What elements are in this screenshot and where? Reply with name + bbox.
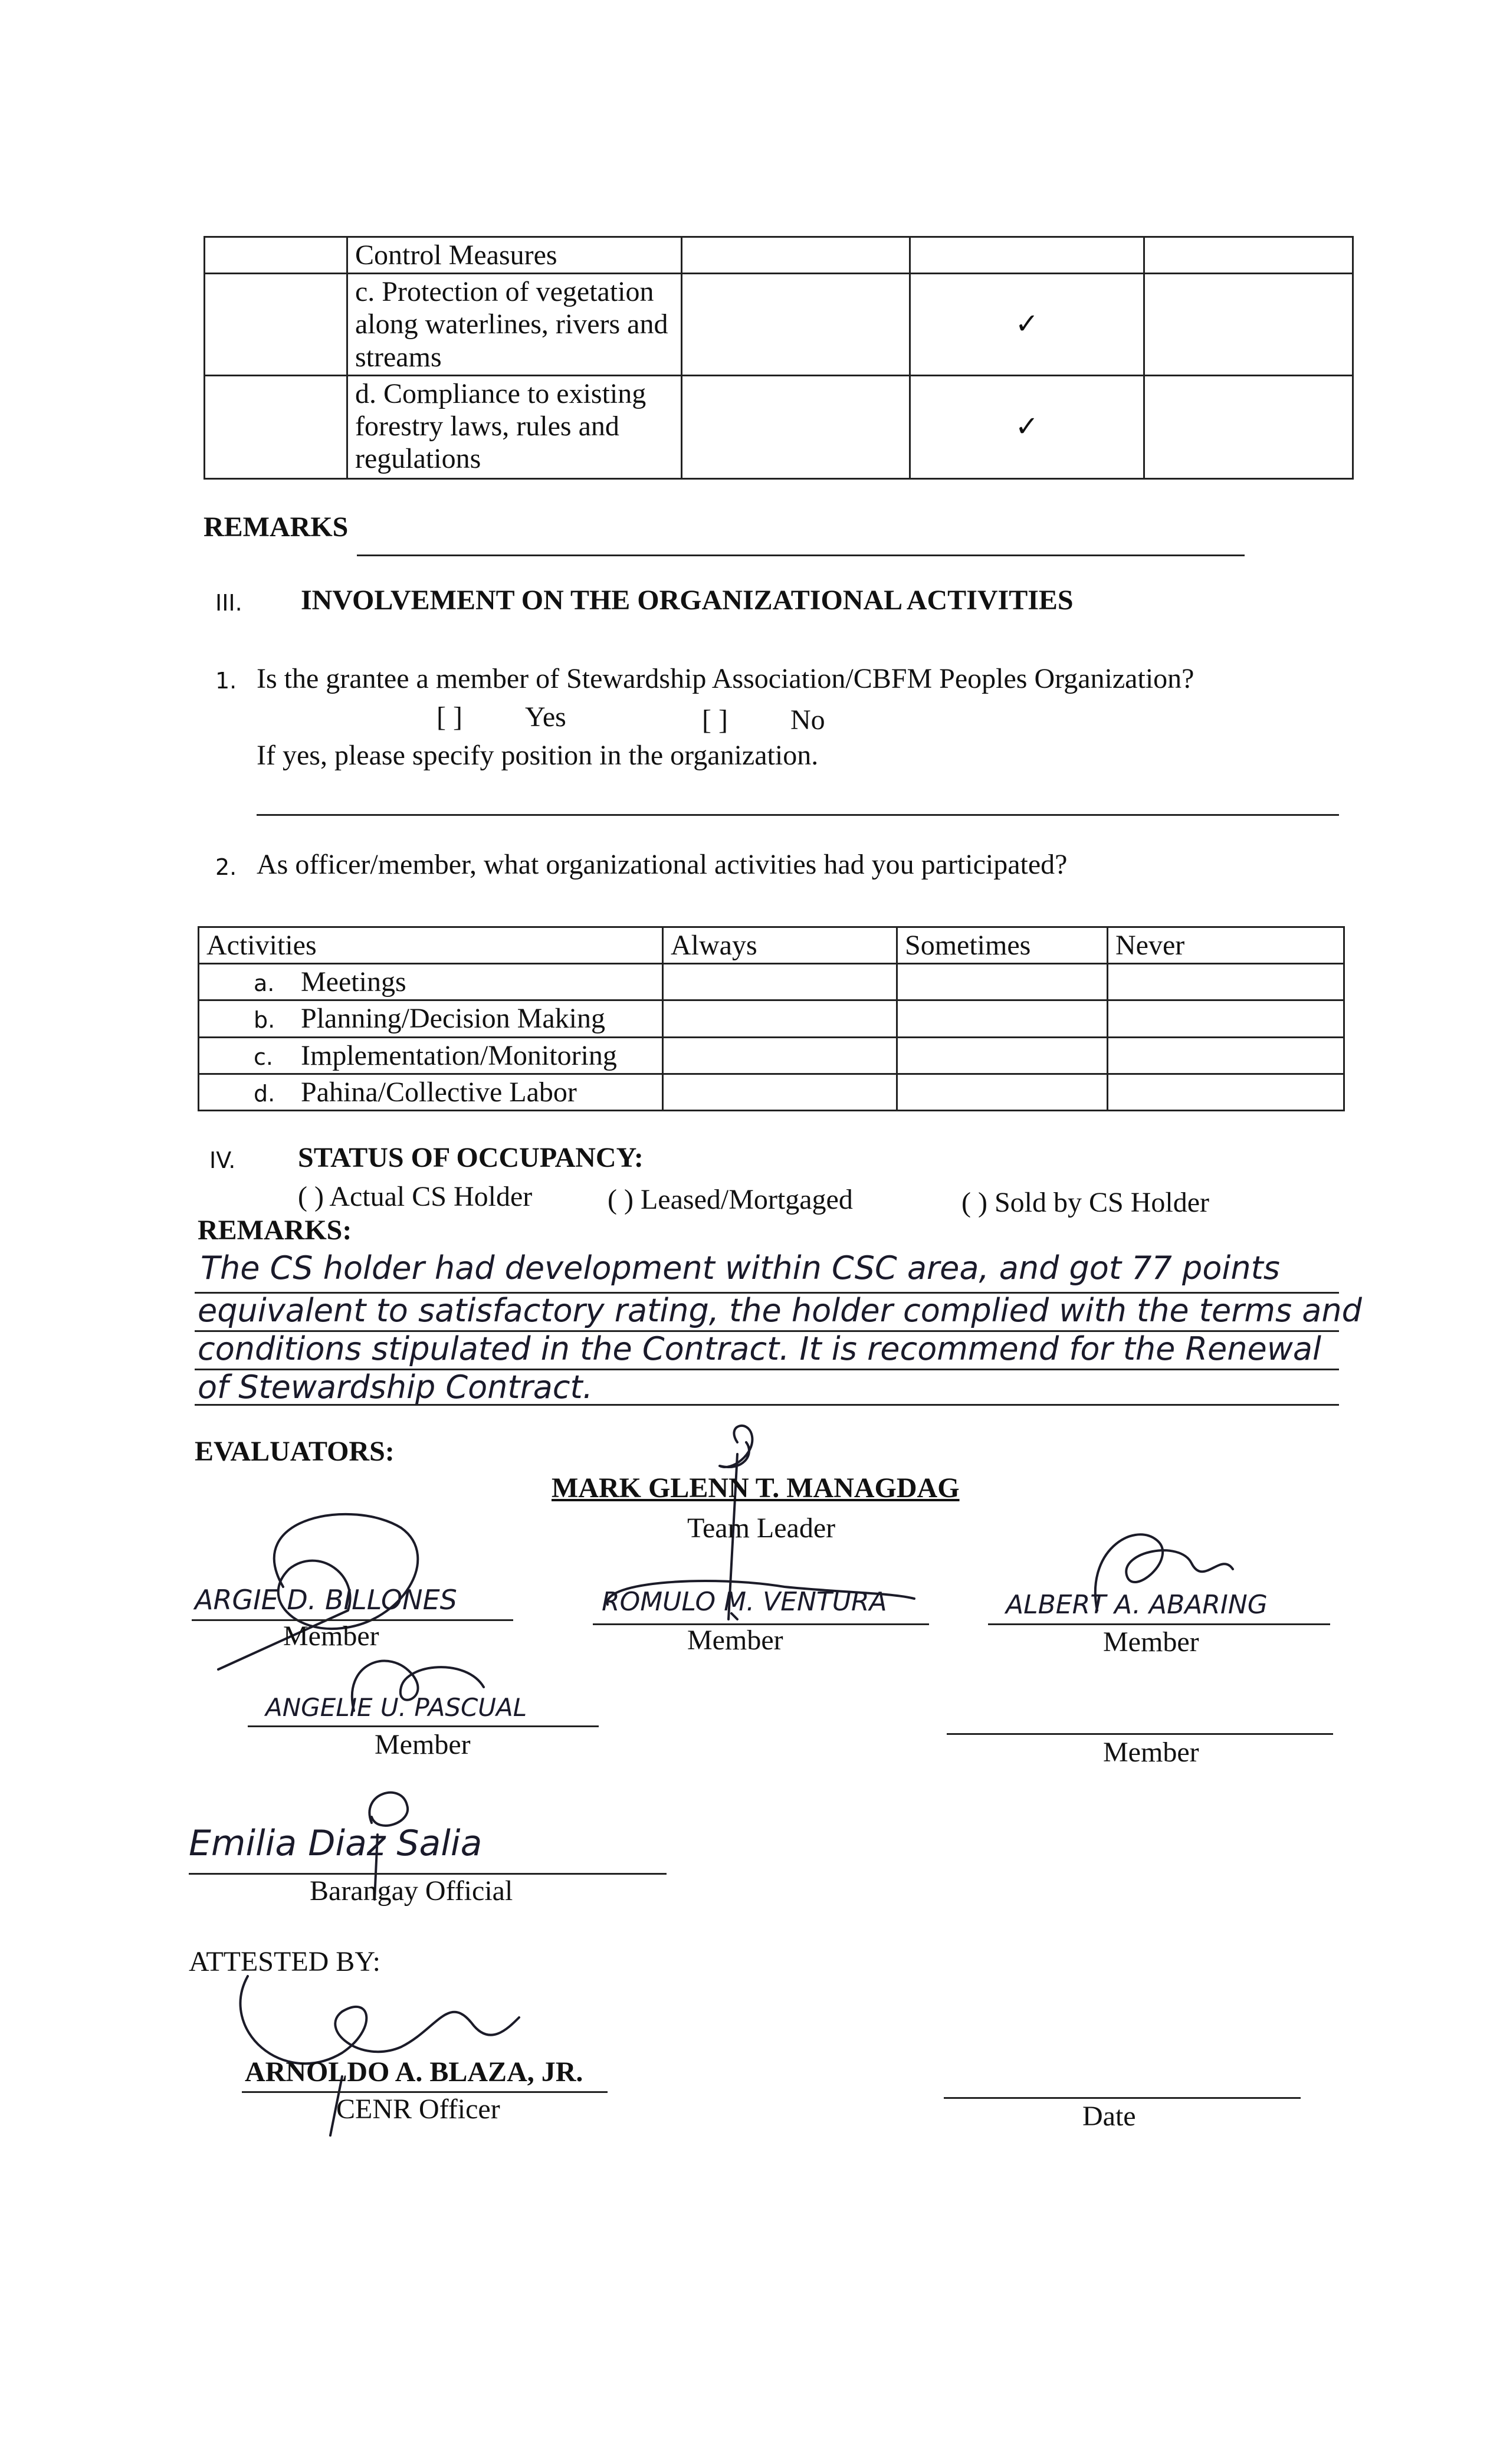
check-mark: ✓	[910, 274, 1144, 376]
remarks-label: REMARKS	[204, 511, 349, 543]
member-role: Member	[687, 1625, 783, 1656]
member-name-handwritten: ALBERT A. ABARING	[1006, 1590, 1268, 1620]
question-followup: If yes, please specify position in the organization.	[257, 740, 819, 771]
table-row: d. Pahina/Collective Labor	[199, 1074, 1344, 1110]
yes-checkbox: [ ]	[437, 701, 462, 733]
attested-label: ATTESTED BY:	[189, 1946, 380, 1977]
activity-name: Meetings	[301, 966, 406, 998]
team-leader-name: MARK GLENN T. MANAGDAG	[552, 1472, 960, 1504]
remarks-label: REMARKS:	[198, 1215, 352, 1246]
question-number: 1.	[215, 668, 237, 694]
section-number: III.	[215, 590, 242, 616]
section-title: INVOLVEMENT ON THE ORGANIZATIONAL ACTIVITIES	[301, 585, 1074, 616]
remarks-handwritten-line: The CS holder had development within CSC area, and got 77 points	[201, 1249, 1280, 1287]
no-label: No	[790, 704, 825, 736]
question-number: 2.	[215, 854, 237, 880]
remarks-handwritten-line: equivalent to satisfactory rating, the holder complied with the terms and	[198, 1292, 1362, 1329]
table-row: a. Meetings	[199, 964, 1344, 1000]
signature-member-2	[596, 1569, 926, 1628]
question-text: As officer/member, what organizational activities had you participated?	[257, 849, 1068, 880]
activities-table	[198, 926, 1345, 1111]
activity-name: Pahina/Collective Labor	[301, 1076, 577, 1108]
member-role: Member	[375, 1729, 471, 1760]
member-name-handwritten: ARGIE D. BILLONES	[195, 1584, 457, 1616]
table-row: c. Implementation/Monitoring	[199, 1037, 1344, 1074]
column-header: Never	[1108, 927, 1344, 964]
evaluators-label: EVALUATORS:	[195, 1436, 395, 1467]
position-line	[257, 814, 1339, 816]
column-header: Sometimes	[897, 927, 1108, 964]
column-header: Activities	[199, 927, 663, 964]
member-role: Member	[1103, 1737, 1199, 1768]
activity-name: Planning/Decision Making	[301, 1003, 605, 1035]
table-row-label: c. Protection of vegetation along waterlines, rivers and streams	[347, 274, 682, 376]
date-label: Date	[1082, 2101, 1136, 2132]
table-row-label: Control Measures	[347, 237, 682, 274]
activity-name: Implementation/Monitoring	[301, 1039, 617, 1071]
team-leader-role: Team Leader	[687, 1512, 836, 1544]
table-row-label: d. Compliance to existing forestry laws, rules and regulations	[347, 375, 682, 478]
check-mark: ✓	[910, 375, 1144, 478]
column-header: Always	[663, 927, 897, 964]
section-number: IV.	[209, 1147, 236, 1173]
member-name-handwritten: ROMULO M. VENTURA	[602, 1587, 887, 1617]
cenr-officer-role: CENR Officer	[336, 2094, 500, 2125]
control-measures-table	[204, 236, 1354, 480]
cenr-officer-name: ARNOLDO A. BLAZA, JR.	[245, 2056, 583, 2088]
question-text: Is the grantee a member of Stewardship Association/CBFM Peoples Organization?	[257, 663, 1194, 694]
occupancy-option: ( ) Actual CS Holder	[298, 1181, 533, 1212]
member-role: Member	[283, 1620, 379, 1652]
yes-label: Yes	[525, 701, 566, 733]
date-line	[944, 2097, 1301, 2099]
barangay-official-role: Barangay Official	[310, 1875, 513, 1907]
occupancy-option: ( ) Sold by CS Holder	[961, 1187, 1209, 1218]
remarks-handwritten-line: of Stewardship Contract.	[198, 1369, 593, 1406]
section-title: STATUS OF OCCUPANCY:	[298, 1142, 644, 1173]
barangay-official-name-handwritten: Emilia Diaz Salia	[189, 1823, 483, 1864]
member-name-handwritten: ANGELIE U. PASCUAL	[265, 1693, 527, 1722]
member-role: Member	[1103, 1626, 1199, 1658]
no-checkbox: [ ]	[702, 704, 728, 736]
remarks-handwritten-line: conditions stipulated in the Contract. It is recommend for the Renewal	[198, 1330, 1321, 1367]
occupancy-option: ( ) Leased/Mortgaged	[608, 1184, 853, 1215]
table-row	[205, 237, 347, 274]
remarks-line	[357, 555, 1245, 556]
table-row: b. Planning/Decision Making	[199, 1000, 1344, 1037]
